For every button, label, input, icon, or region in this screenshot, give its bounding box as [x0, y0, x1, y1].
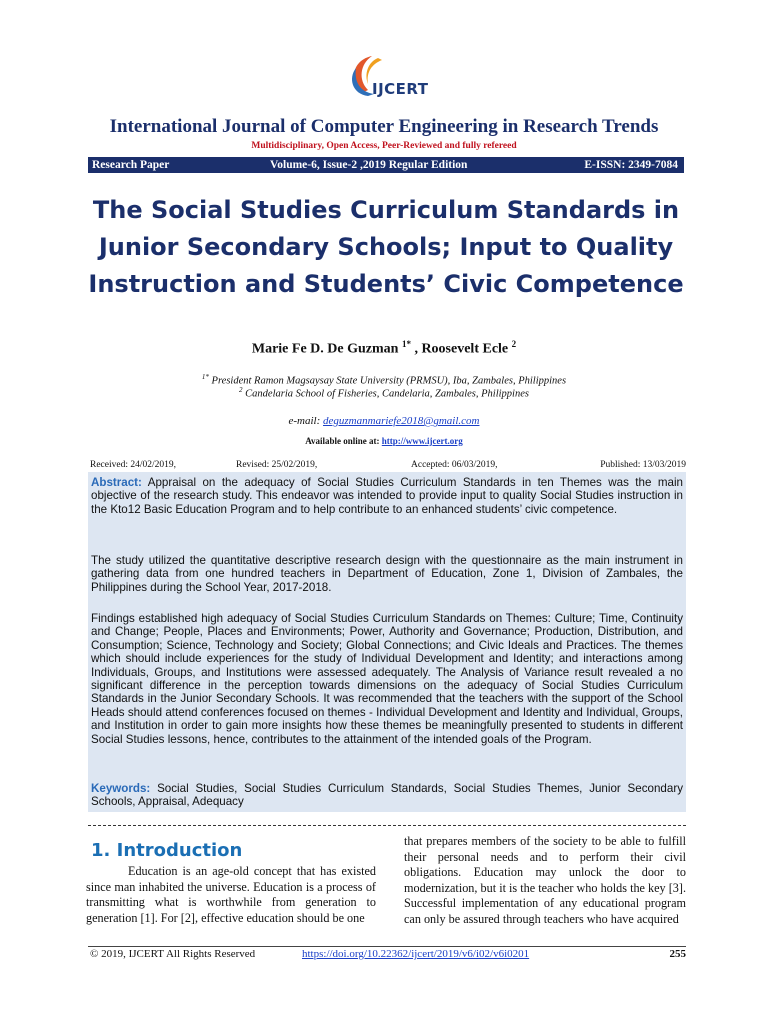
author-name: , Roosevelt Ecle	[414, 341, 509, 357]
affiliation-sup: 2	[239, 386, 243, 394]
footer-rule	[88, 946, 686, 947]
email-label: e-mail:	[288, 415, 324, 427]
copyright: © 2019, IJCERT All Rights Reserved	[90, 948, 256, 960]
page-number: 255	[669, 948, 686, 960]
intro-left-column: Education is an age-old concept that has existed since man inhabited the universe. Education is a process of transmitting what is worthwhile from generation to generation [1]. For [2], effective education should be one	[86, 864, 376, 925]
journal-logo	[338, 52, 438, 108]
paper-type: Research Paper	[92, 159, 170, 171]
paper-title	[80, 192, 692, 303]
abstract-label: Abstract:	[91, 476, 142, 489]
logo-text: IJCERT	[372, 80, 429, 98]
affiliation	[0, 373, 768, 387]
keywords-text: Social Studies, Social Studies Curriculum Standards, Social Studies Themes, Junior Secondary Schools, Appraisal, Adequacy	[91, 782, 683, 809]
abstract-paragraph: The study utilized the quantitative descriptive research design with the questionnaire as the main instrument in gathering data from one hundred teachers in Department of Education, Zone 1, Division of Zambales, the Philippines during the School Year, 2017-2018.	[91, 554, 683, 594]
volume-info: Volume-6, Issue-2 ,2019 Regular Edition	[270, 159, 468, 171]
journal-subtitle: Multidisciplinary, Open Access, Peer-Reviewed and fully refereed	[251, 141, 517, 151]
abstract-paragraph	[91, 476, 683, 516]
paper-title-line: Instruction and Students’ Civic Competence	[88, 270, 684, 298]
accepted-date: Accepted: 06/03/2019,	[411, 460, 498, 470]
email-link[interactable]: deguzmanmariefe2018@gmail.com	[323, 415, 480, 427]
paper-title-line: The Social Studies Curriculum Standards in	[92, 196, 680, 224]
intro-right-column: that prepares members of the society to be able to fulfill their personal needs and to perform their civil obligations. Education may unlock the door to modernization, but it is the teacher who holds the key [3]. Successful implementation of any educational program can only be assured through teachers who have acquired	[404, 834, 686, 926]
affiliation	[0, 386, 768, 400]
online-label: Available online at:	[305, 436, 382, 446]
online-line	[0, 436, 768, 446]
email-line	[0, 415, 768, 427]
affiliation-sup: 1*	[201, 373, 209, 381]
author-sup: 1*	[401, 339, 411, 349]
journal-url-link[interactable]: http://www.ijcert.org	[381, 436, 463, 446]
abstract-text: Appraisal on the adequacy of Social Studies Curriculum Standards in ten Themes was the main objective of the research study. This endeavor was intended to provide input to quality Social Studies instruction in the Kto12 Basic Education Program and to help contribute to an enhanced students’ civic competence.	[91, 476, 683, 516]
section-divider	[88, 825, 686, 826]
authors	[0, 339, 768, 358]
received-date: Received: 24/02/2019,	[90, 460, 177, 470]
abstract-box	[88, 472, 686, 812]
journal-title: International Journal of Computer Engineering in Research Trends	[109, 116, 659, 137]
keywords-label: Keywords:	[91, 782, 151, 795]
author-name: Marie Fe D. De Guzman	[251, 341, 399, 357]
issue-bar	[88, 157, 684, 173]
revised-date: Revised: 25/02/2019,	[236, 460, 318, 470]
paper-title-line: Junior Secondary Schools; Input to Quality	[98, 233, 674, 261]
affiliation-text: President Ramon Magsaysay State University (PRMSU), Iba, Zambales, Philippines	[208, 375, 567, 387]
affiliation-text: Candelaria School of Fisheries, Candelaria, Zambales, Philippines	[242, 388, 529, 400]
keywords-paragraph	[91, 782, 683, 809]
doi	[302, 948, 529, 960]
author-sup: 2	[511, 339, 517, 349]
abstract-paragraph: Findings established high adequacy of Social Studies Curriculum Standards on Themes: Culture; Time, Continuity and Change; People, Places and Environments; Power, Authority and Governance; Production, Distribution, and Consumption; Science, Technology and Society; Global Connections; and Civic Ideals and Practices. The themes which should include experiences for the study of Individual Development and Identity; and interactions among Individuals, Groups, and Institutions were assessed adequately. The Analysis of Variance result revealed a no significant difference in the perception towards dimensions on the adequacy of Social Studies Curriculum Standards in the Junior Secondary Schools. It was recommended that the teachers with the support of the School Heads should attend conferences focused on themes - Individual Development and Identity and Individual, Groups, and Institution in order to gain more insights how these themes be meaningfully presented to students in different Social Studies lessons, hence, contributes to the attainment of the intended goals of the Program.	[91, 612, 683, 746]
issn: E-ISSN: 2349-7084	[584, 159, 678, 171]
published-date: Published: 13/03/2019	[600, 460, 686, 470]
doi-link[interactable]: https://doi.org/10.22362/ijcert/2019/v6/i02/v6i0201	[302, 948, 530, 960]
introduction-heading: 1. Introduction	[91, 840, 243, 861]
